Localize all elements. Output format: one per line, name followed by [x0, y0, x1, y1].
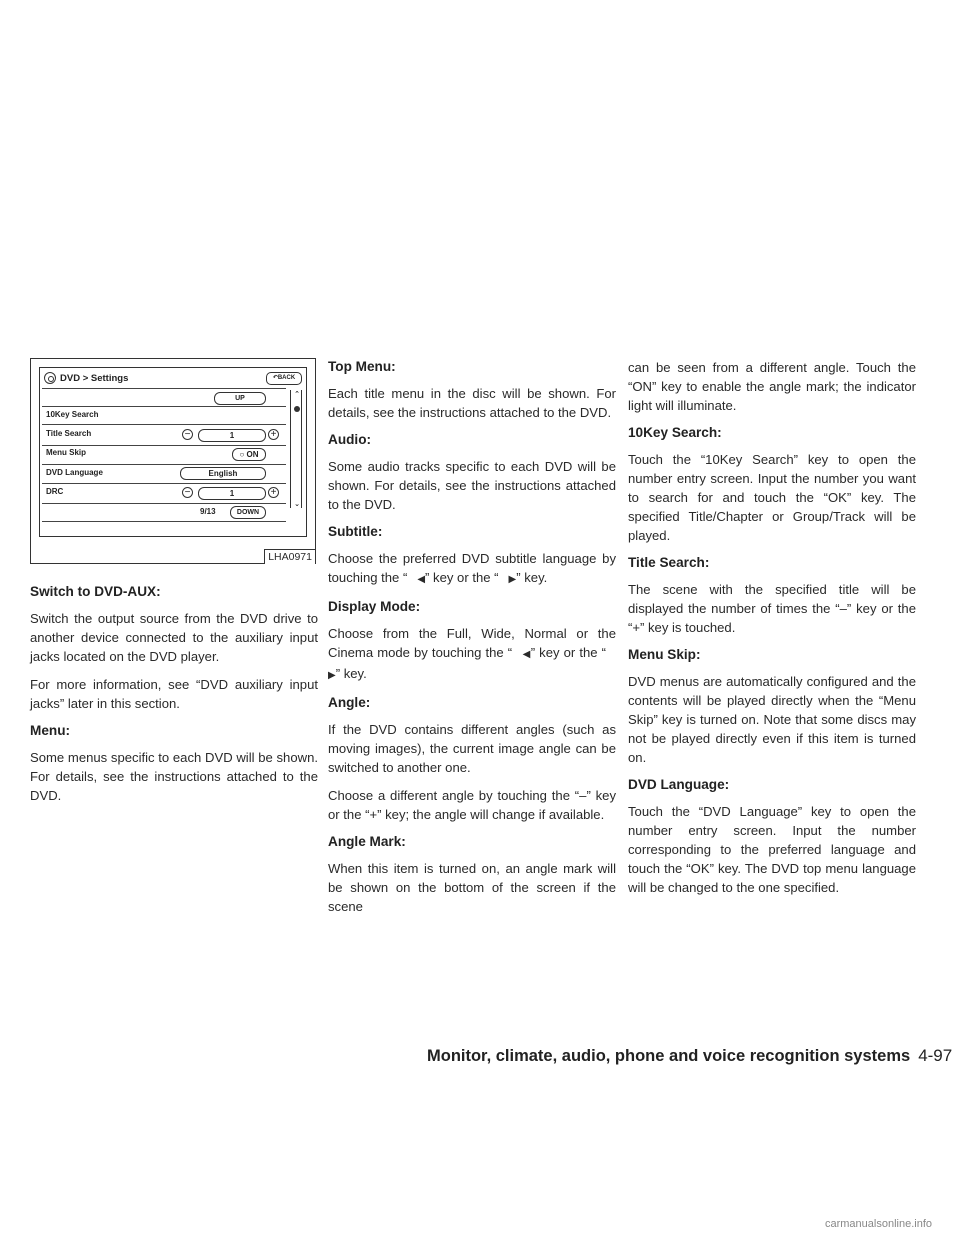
back-arrow-icon: ↶ — [272, 375, 278, 381]
paragraph: Switch the output source from the DVD drive to another device connected to the auxiliary input jacks located on the DVD player. — [30, 611, 318, 664]
scroll-position-indicator — [294, 406, 300, 412]
paragraph: The scene with the specified title will be displayed the number of times the “–” key or the “+” key is touched. — [628, 582, 916, 635]
chevron-up-icon[interactable]: ⌃ — [294, 391, 300, 398]
paragraph: For more information, see “DVD auxiliary input jacks” later in this section. — [30, 677, 318, 711]
page-footer — [427, 1046, 952, 1066]
paragraph-display-mode: Choose from the Full, Wide, Normal or the Cinema mode by touching the “◀ ” key or the “▶ ” key. — [328, 624, 616, 685]
triangle-left-icon — [522, 645, 531, 660]
dvd-language-value[interactable]: English — [180, 467, 266, 480]
drc-value: 1 — [198, 487, 266, 500]
heading-display-mode: Display Mode: — [328, 599, 421, 614]
heading-top-menu: Top Menu: — [328, 359, 396, 374]
paragraph: Choose a different angle by touching the “–” key or the “+” key; the angle will change if available. — [328, 788, 616, 822]
divider — [42, 424, 286, 425]
heading-10key-search: 10Key Search: — [628, 425, 722, 440]
paragraph: Touch the “DVD Language” key to open the number entry screen. Input the number corresponding to the preferred language and touch the “OK” key. The DVD top menu language will be changed to the one specified. — [628, 804, 916, 895]
section-title: Monitor, climate, audio, phone and voice recognition systems — [427, 1047, 911, 1065]
dvd-settings-screen — [39, 367, 307, 537]
settings-screen-figure — [30, 358, 316, 564]
paragraph: DVD menus are automatically configured and the contents will be played directly when the “Menu Skip” key is turned on. Note that some discs may not be played directly even if this item is turned on. — [628, 674, 916, 765]
paragraph: When this item is turned on, an angle mark will be shown on the bottom of the screen if the scene — [328, 861, 616, 914]
watermark: carmanualsonline.info — [824, 1218, 932, 1230]
down-button[interactable]: DOWN — [230, 506, 266, 519]
paragraph: can be seen from a different angle. Touch the “ON” key to enable the angle mark; the indicator light will illuminate. — [628, 360, 916, 413]
divider — [42, 464, 286, 465]
heading-menu: Menu: — [30, 723, 71, 738]
row-label-dvd-language[interactable]: DVD Language — [46, 468, 103, 477]
divider — [42, 483, 286, 484]
figure-code: LHA0971 — [264, 549, 315, 564]
column-1 — [30, 583, 318, 814]
minus-icon[interactable]: − — [182, 429, 193, 440]
column-3 — [628, 358, 916, 906]
triangle-right-icon — [328, 666, 336, 681]
indicator-light-icon: ○ — [239, 450, 247, 459]
plus-icon[interactable]: + — [268, 429, 279, 440]
heading-audio: Audio: — [328, 432, 372, 447]
disc-icon — [44, 372, 56, 384]
paragraph-subtitle: Choose the preferred DVD subtitle language by touching the “◀ ” key or the “▶ ” key. — [328, 549, 616, 589]
divider — [42, 521, 286, 522]
heading-angle-mark: Angle Mark: — [328, 834, 406, 849]
page-number: 4-97 — [918, 1046, 953, 1065]
heading-subtitle: Subtitle: — [328, 524, 383, 539]
row-label-title-search[interactable]: Title Search — [46, 429, 92, 438]
paragraph: If the DVD contains different angles (such as moving images), the current image angle can be switched to another one. — [328, 722, 616, 775]
divider — [42, 388, 286, 389]
column-2 — [328, 358, 616, 925]
heading-angle: Angle: — [328, 695, 371, 710]
paragraph: Some audio tracks specific to each DVD will be shown. For details, see the instructions attached to the DVD. — [328, 459, 616, 512]
paragraph: Touch the “10Key Search” key to open the number entry screen. Input the number you want to search for and touch the “OK” key. The specified Title/Chapter or Group/Track will be played. — [628, 452, 916, 543]
screen-title: DVD > Settings — [60, 372, 129, 384]
screen-header — [44, 372, 128, 384]
page-indicator: 9/13 — [200, 507, 216, 516]
triangle-left-icon — [417, 570, 425, 585]
heading-menu-skip: Menu Skip: — [628, 647, 701, 662]
back-button[interactable]: ↶BACK — [266, 372, 302, 385]
chevron-down-icon[interactable]: ⌄ — [294, 501, 300, 508]
paragraph: Each title menu in the disc will be shown. For details, see the instructions attached to the DVD. — [328, 386, 616, 420]
heading-switch-to-dvd-aux: Switch to DVD-AUX: — [30, 584, 161, 599]
heading-title-search: Title Search: — [628, 555, 710, 570]
plus-icon[interactable]: + — [268, 487, 279, 498]
up-button[interactable]: UP — [214, 392, 266, 405]
paragraph: Some menus specific to each DVD will be shown. For details, see the instructions attached to the DVD. — [30, 750, 318, 803]
row-label-10key-search[interactable]: 10Key Search — [46, 410, 99, 419]
divider — [42, 503, 286, 504]
minus-icon[interactable]: − — [182, 487, 193, 498]
title-search-value: 1 — [198, 429, 266, 442]
menu-skip-on-button[interactable]: ○ ON — [232, 448, 266, 461]
row-label-drc[interactable]: DRC — [46, 487, 64, 496]
divider — [42, 445, 286, 446]
divider — [42, 406, 286, 407]
heading-dvd-language: DVD Language: — [628, 777, 730, 792]
row-label-menu-skip[interactable]: Menu Skip — [46, 448, 87, 457]
